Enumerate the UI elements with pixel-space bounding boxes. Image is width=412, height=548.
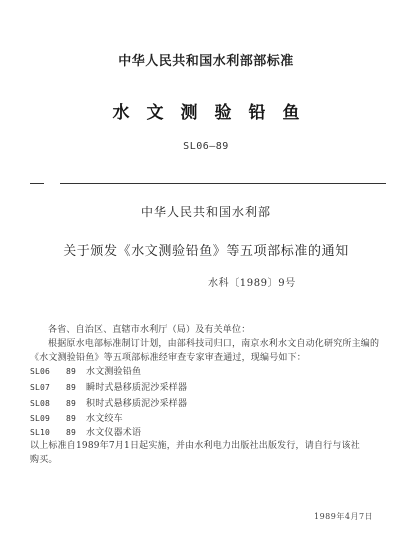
standard-item-code: SL09 <box>30 414 51 423</box>
divider-short <box>30 183 44 184</box>
standard-list-item <box>30 425 141 438</box>
standard-item-year: 89 <box>66 428 77 437</box>
standard-item-year: 89 <box>66 383 77 392</box>
document-title: 水文测验铅鱼 <box>112 103 317 123</box>
standard-item-name: 瞬时式悬移质泥沙采样器 <box>86 383 188 393</box>
standard-list-item <box>30 396 187 409</box>
standard-list-item <box>30 411 123 424</box>
document-number: 水科〔1989〕9号 <box>208 278 296 289</box>
standard-item-name: 水文测验铅鱼 <box>86 367 142 377</box>
standard-item-year: 89 <box>66 399 77 408</box>
paragraph-line: 根据原水电部标准制订计划，由部科技司归口，南京水利水文自动化研究所主编的 <box>48 339 380 349</box>
standard-code: SL06—89 <box>183 141 229 152</box>
ministry-standard-heading: 中华人民共和国水利部部标准 <box>118 54 294 69</box>
effective-line: 以上标准自1989年7月1日起实施，并由水利电力出版社出版发行，请自行与该社 <box>30 441 360 451</box>
divider-long <box>60 183 386 184</box>
standard-item-code: SL08 <box>30 399 51 408</box>
effective-line: 购买。 <box>30 455 58 465</box>
issuer-heading: 中华人民共和国水利部 <box>140 205 271 219</box>
standard-item-name: 水文绞车 <box>86 414 123 424</box>
standard-list-item <box>30 380 187 393</box>
standard-item-code: SL10 <box>30 428 51 437</box>
notice-title: 关于颁发《水文测验铅鱼》等五项部标准的通知 <box>63 244 349 259</box>
standard-item-year: 89 <box>66 367 77 376</box>
standard-item-name: 水文仪器术语 <box>86 428 142 438</box>
standard-list-item <box>30 364 141 377</box>
standard-item-year: 89 <box>66 414 77 423</box>
salutation: 各省、自治区、直辖市水利厅（局）及有关单位： <box>48 325 251 335</box>
issue-date: 1989年4月7日 <box>314 512 374 521</box>
standard-item-code: SL07 <box>30 383 51 392</box>
standard-item-code: SL06 <box>30 367 51 376</box>
standard-item-name: 积时式悬移质泥沙采样器 <box>86 399 188 409</box>
paragraph-line: 《水文测验铅鱼》等五项部标准经审查专家审查通过，现编号如下： <box>30 353 307 363</box>
